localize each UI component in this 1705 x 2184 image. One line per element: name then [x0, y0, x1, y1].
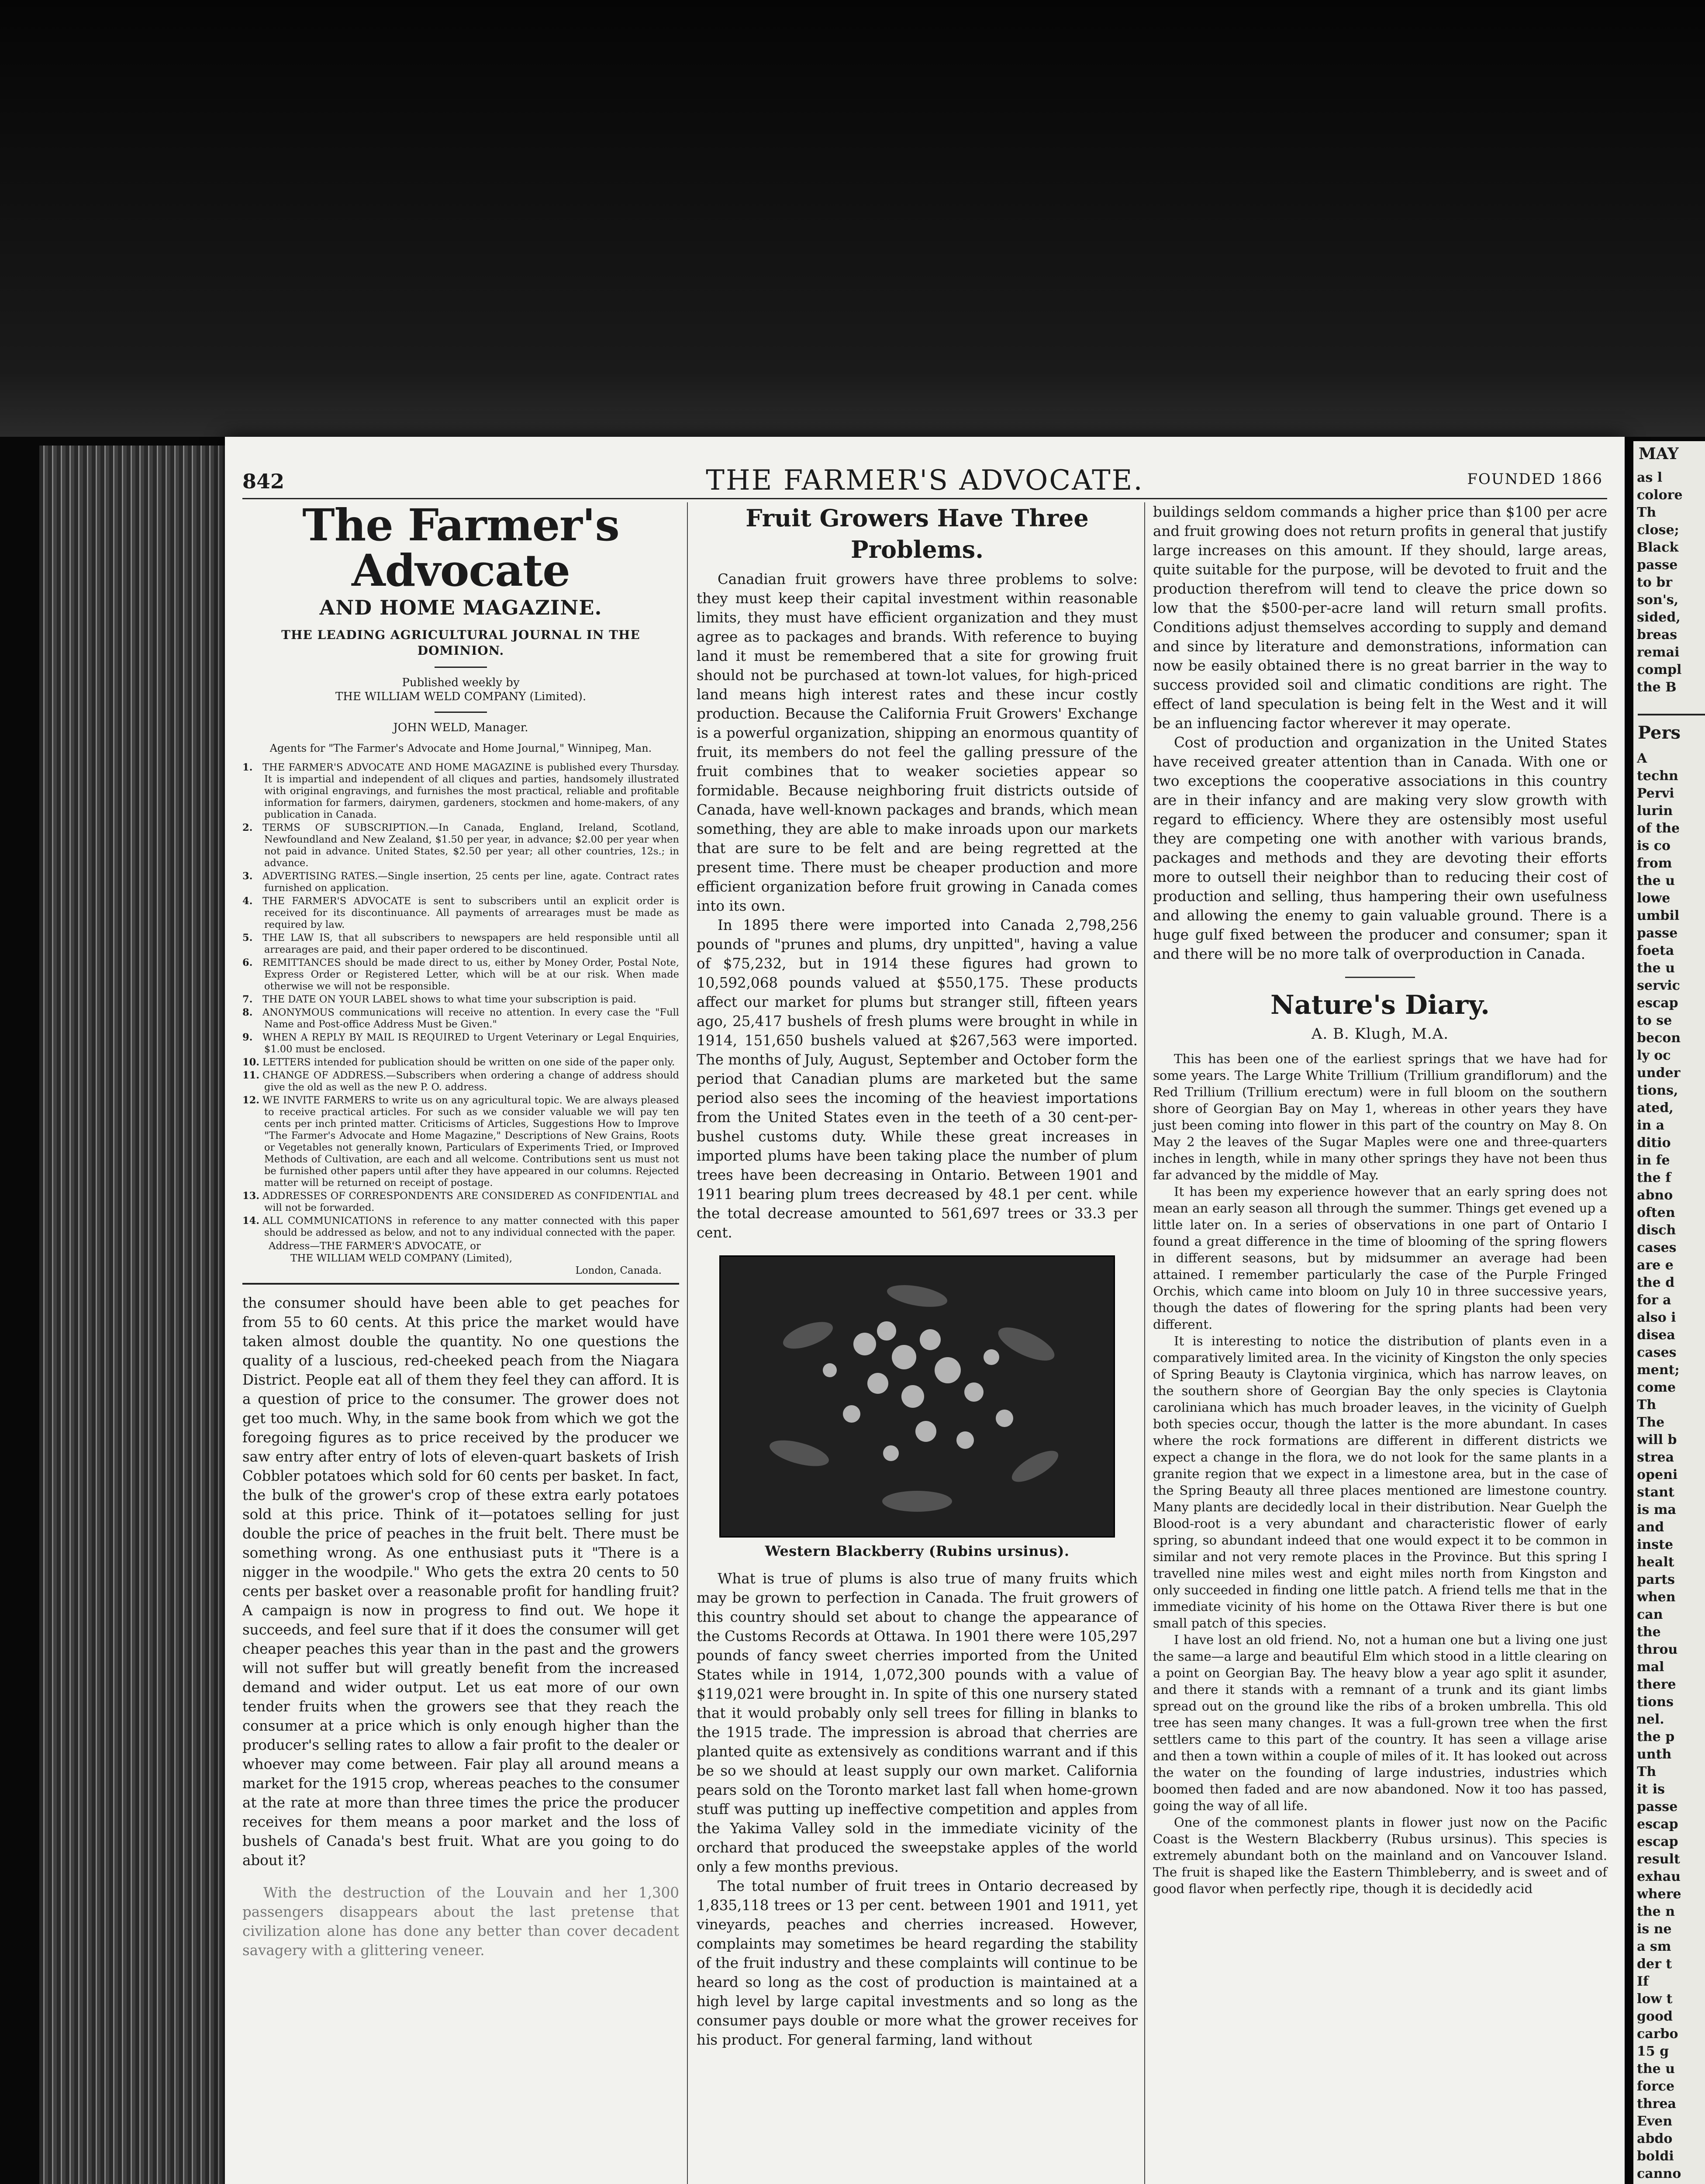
adjacent-page-line: tions, [1637, 1083, 1678, 1098]
adjacent-page-lines-top [1633, 469, 1705, 696]
term-text: ALL COMMUNICATIONS in reference to any matter connected with this paper should be addressed as below, and not to any individual connected with the paper. [262, 1215, 679, 1238]
subscription-term [242, 994, 679, 1006]
publisher-line-2: THE WILLIAM WELD COMPANY (Limited). [335, 690, 587, 703]
editorial-paragraph: the consumer should have been able to get peaches for from 55 to 60 cents. At this price the market would have taken almost double the quantity. No one questions the quality of a luscious, red-cheeked peach from the Niagara District. People eat all of them they feel they can afford. It is a question of price to the consumer. The grower does not get too much. Why, in the same book from which we got the foregoing figures as to price received by the producer we saw entry after entry of lots of eleven-quart baskets of Irish Cobbler potatoes which sold for 60 cents per basket. In fact, the bulk of the grower's crop of these extra early potatoes sold at this price. Think of it—potatoes selling for just double the price of peaches in the fruit belt. There must be something wrong. As one enthusiast puts it "There is a nigger in the woodpile." Who gets the extra 20 cents to 50 cents per basket over a reasonable profit for handling fruit? A campaign is now in progress to find out. We hope it succeeds, and feel sure that if it does the consumer will get cheaper peaches this year than in the past and the growers will not suffer but will greatly benefit from the increased demand and wider output. Let us eat more of our own tender fruits when the growers see that they reach the consumer at a price which is only enough higher than the producer's selling rates to allow a fair profit to the dealer or whoever may come between. Fair play all around means a market for the 1915 crop, whereas peaches to the consumer at the rate at more than three times the price the producer receives for them means a poor market and the loss of bushels of Canada's best fruit. What are you going to do about it? [242, 1295, 679, 1869]
manager-line: JOHN WELD, Manager. [393, 721, 528, 734]
adjacent-page-line: low t [1637, 1991, 1673, 2007]
adjacent-page-line: Th [1637, 505, 1657, 520]
adjacent-page-line: exhau [1637, 1869, 1681, 1884]
publisher-line-1: Published weekly by [402, 676, 520, 689]
adjacent-page-line: the n [1637, 1904, 1675, 1919]
adjacent-page-line: cases [1637, 1240, 1677, 1255]
diary-paragraph: I have lost an old friend. No, not a human one but a living one just the same—a large and beautiful Elm which stood in a little clearing on a point on Georgian Bay. The heavy blow a year ago split it asunder, and there it stands with a remnant of a trunk and its giant limbs spread out on the ground like the ribs of a broken umbrella. This old tree has seen many changes. It was a full-grown tree when the first settlers came to this part of the country. It has seen a village arise and then a town within a couple of miles of it. It has looked out across the water on the founding of large industries, industries which boomed then faded and are now abandoned. Now it too has passed, going the way of all life. [1153, 1632, 1607, 1813]
term-text: TERMS OF SUBSCRIPTION.—In Canada, England, Ireland, Scotland, Newfoundland and New Zealand, $1.50 per year, in advance; $2.00 per year when not paid in advance. United States, $2.50 per year; all other countries, 12s.; in advance. [262, 822, 679, 869]
adjacent-page-line: umbil [1637, 908, 1680, 923]
term-text: WHEN A REPLY BY MAIL IS REQUIRED to Urgent Veterinary or Legal Enquiries, $1.00 must be enclosed. [262, 1032, 679, 1055]
term-text: LETTERS intended for publication should be written on one side of the paper only. [262, 1057, 675, 1068]
divider [1345, 977, 1415, 978]
term-number: 2. [242, 822, 253, 833]
adjacent-page-line: Even [1637, 2114, 1673, 2129]
masthead-bottom-rule [242, 1283, 679, 1285]
founded-year: FOUNDED 1866 [1467, 470, 1603, 488]
adjacent-page-line: a sm [1637, 1939, 1671, 1954]
adjacent-page-line: ated, [1637, 1100, 1674, 1116]
adjacent-page-line: there [1637, 1677, 1676, 1692]
diary-paragraph: This has been one of the earliest springs that we have had for some years. The Large White Trillium (Trillium grandiflorum) and the Red Trillium (Trillium erectum) were in full bloom on the southern shore of Georgian Bay on May 1, whereas in other years they have just been coming into flower in this part of the country on May 8. On May 2 the leaves of the Sugar Maples were one and three-quarters inches in length, while in many other springs they have not been thus far advanced by the middle of May. [1153, 1051, 1607, 1182]
column-divider [687, 502, 688, 2184]
term-text: WE INVITE FARMERS to write us on any agricultural topic. We are always pleased to receive practical articles. For such as we consider valuable we will pay ten cents per inch printed matter. Criticisms of Articles, Suggestions How to Improve "The Farmer's Advocate and Home Magazine," Descriptions of New Grains, Roots or Vegetables not generally known, Particulars of Experiments Tried, or Improved Methods of Cultivation, are each and all welcome. Contributions sent us must not be furnished other papers until after they have appeared in our columns. Rejected matter will be returned on receipt of postage. [262, 1095, 679, 1189]
adjacent-page-line: for a [1637, 1292, 1671, 1308]
masthead-tagline: THE LEADING AGRICULTURAL JOURNAL IN THE DOMINION. [281, 628, 640, 658]
adjacent-page-line: inste [1637, 1537, 1674, 1552]
adjacent-page-line: passe [1637, 1799, 1678, 1814]
adjacent-page-line: will b [1637, 1432, 1677, 1448]
adjacent-page-line: son's, [1637, 592, 1679, 608]
adjacent-page-line: unth [1637, 1747, 1672, 1762]
adjacent-page-line: result [1637, 1852, 1680, 1867]
adjacent-page-line: breas [1637, 627, 1677, 643]
masthead-subtitle: AND HOME MAGAZINE. [319, 596, 602, 619]
adjacent-page-line: to br [1637, 575, 1673, 590]
adjacent-page-line: the B [1637, 680, 1677, 695]
adjacent-page-line: threa [1637, 2096, 1676, 2111]
adjacent-page-line: foeta [1637, 943, 1674, 958]
adjacent-page-line: as l [1637, 470, 1663, 485]
adjacent-page-line: If [1637, 1974, 1649, 1989]
adjacent-page-line: are e [1637, 1258, 1674, 1273]
adjacent-page-line: in fe [1637, 1153, 1670, 1168]
paper-name: THE FARMER'S ADVOCATE. [706, 464, 1144, 497]
agents-line: Agents for "The Farmer's Advocate and Home Journal," Winnipeg, Man. [269, 742, 652, 754]
subscription-terms-list [242, 762, 679, 1239]
term-number: 1. [242, 762, 253, 773]
adjacent-page-fragment [1633, 441, 1705, 2184]
subscription-term [242, 822, 679, 869]
adjacent-page-line: The [1637, 1415, 1665, 1430]
adjacent-page-line: sided, [1637, 610, 1681, 625]
adjacent-page-line: often [1637, 1205, 1675, 1220]
adjacent-page-line: der t [1637, 1956, 1672, 1972]
adjacent-page-header: MAY [1639, 445, 1679, 463]
adjacent-page-line: ly oc [1637, 1048, 1671, 1063]
adjacent-page-line: tions [1637, 1694, 1674, 1710]
diary-paragraph: It is interesting to notice the distribution of plants even in a comparatively limited area. In the vicinity of Kingston the only species of Spring Beauty is Claytonia virginica, which has narrow leaves, on the southern shore of Georgian Bay the only species is Claytonia caroliniana which has much broader leaves, in the vicinity of Guelph both species occur, though the latter is the more abundant. In cases where the rock formations are different in different districts we expect a change in the flora, we do not look for the same plants in a granite region that we expect in a limestone area, but in the case of the Spring Beauty all three places mentioned are limestone country. Many plants are decidedly local in their distribution. Near Guelph the Blood-root is a very abundant and characteristic flower of early spring, so abundant indeed that one would expect it to be common in similar and not very remote places in the Province. But this spring I travelled nine miles west and eight miles north from Kingston and only succeeded in finding one little patch. A friend tells me that in the immediate vicinity of his home on the Ottawa River there is but one small patch of this species. [1153, 1334, 1607, 1631]
adjacent-page-line: the u [1637, 873, 1675, 888]
term-number: 12. [242, 1095, 260, 1106]
term-number: 7. [242, 994, 253, 1005]
running-header [242, 461, 1607, 496]
term-number: 3. [242, 871, 253, 882]
adjacent-page-line: A [1637, 751, 1647, 766]
adjacent-page-line: escap [1637, 995, 1678, 1011]
address-line-3: London, Canada. [575, 1265, 662, 1276]
term-number: 8. [242, 1007, 253, 1018]
adjacent-page-line: parts [1637, 1572, 1675, 1587]
adjacent-page-line: come [1637, 1380, 1676, 1395]
article-paragraph: Canadian fruit growers have three problems to solve: they must keep their capital investment within reasonable limits, they must have efficient organization and they must agree as to packages and brands. With reference to buying land it must be remembered that a site for growing fruit should not be purchased at town-lot values, for high-priced land means high interest rates and these incur costly production. Because the California Fruit Growers' Exchange is a powerful organization, shipping an enormous quantity of fruit, its members do not feel the galling pressure of the fruit combines that to weaker societies appear so formidable. Because neighboring fruit districts outside of Canada, have well-known packages and brands, which mean something, they are able to make inroads upon our markets that are sure to be felt and are being regretted at the present time. There must be cheaper production and more efficient organization before fruit growing in Canada comes into its own. [697, 571, 1138, 914]
subscription-term [242, 1057, 679, 1068]
subscription-term [242, 1007, 679, 1030]
term-number: 9. [242, 1032, 253, 1043]
adjacent-page-line: disea [1637, 1327, 1675, 1343]
divider [435, 712, 487, 713]
adjacent-page-line: the u [1637, 2061, 1675, 2077]
subscription-term [242, 932, 679, 956]
column-2 [697, 502, 1138, 2049]
diary-paragraph: It has been my experience however that an early spring does not mean an early season all through the summer. Things get evened up a little later on. In a series of observations in one part of Ontario I found a great difference in the time of blooming of the spring flowers in different seasons, but by midsummer an average had been attained. I remember particularly the case of the Purple Fringed Orchis, which came into bloom on July 10 in three successive years, though the dates of flowering for the spring plants had been very different. [1153, 1184, 1607, 1332]
adjacent-page-line: passe [1637, 926, 1678, 941]
article-paragraph: In 1895 there were imported into Canada 2,798,256 pounds of "prunes and plums, dry unpitted", having a value of $75,232, but in 1914 these figures had grown to 10,592,068 pounds valued at $550,175. These products affect our market for plums but stranger still, fifteen years ago, 25,417 bushels of fresh plums were brought in while in 1914, 151,650 bushels valued at $267,563 were imported. The months of July, August, September and October form the period that Canadian plums are marketed but the same period also sees the incoming of the heaviest importations from the United States even in the teeth of a 30 cent-per-bushel customs duty. While these great increases in imported plums have been taking place the number of plum trees have been decreasing in Ontario. Between 1901 and 1911 bearing plum trees decreased by 48.1 per cent. while the total decrease amounted to 561,697 trees or 33.3 per cent. [697, 917, 1138, 1241]
masthead-title: The Farmer's Advocate [302, 499, 619, 596]
adjacent-page-line: Pervi [1637, 786, 1674, 801]
scanner-background [0, 0, 1705, 437]
adjacent-page-line: stant [1637, 1485, 1674, 1500]
adjacent-page-line: strea [1637, 1450, 1674, 1465]
adjacent-page-line: also i [1637, 1310, 1676, 1325]
adjacent-page-line: nel. [1637, 1712, 1664, 1727]
subscription-term [242, 1190, 679, 1214]
adjacent-page-line: the d [1637, 1275, 1675, 1290]
blackberry-illustration [721, 1257, 1114, 1536]
article-headline: Fruit Growers Have Three Problems. [746, 504, 1089, 563]
adjacent-page-line: servic [1637, 978, 1680, 993]
subscription-term [242, 871, 679, 894]
adjacent-page-line: Black [1637, 540, 1679, 555]
term-text: ADVERTISING RATES.—Single insertion, 25 cents per line, agate. Contract rates furnished on application. [262, 871, 679, 894]
adjacent-page-line: is ne [1637, 1921, 1672, 1937]
adjacent-page-line: becon [1637, 1030, 1681, 1046]
adjacent-page-line: mal [1637, 1659, 1664, 1675]
adjacent-page-line: of the [1637, 821, 1680, 836]
author-byline: A. B. Klugh, M.A. [1311, 1025, 1449, 1043]
column-1 [242, 499, 679, 1960]
address-line-2: THE WILLIAM WELD COMPANY (Limited), [290, 1253, 513, 1264]
term-number: 6. [242, 957, 253, 968]
page-number: 842 [242, 470, 285, 493]
adjacent-page-line: from [1637, 856, 1672, 871]
term-text: THE FARMER'S ADVOCATE AND HOME MAGAZINE is published every Thursday. It is impartial and independent of all cliques and parties, handsomely illustrated with original engravings, and furnishes the most practical, reliable and profitable information for farmers, dairymen, gardeners, stockmen and home-makers, of any publication in Canada. [262, 762, 679, 820]
newspaper-page [225, 437, 1625, 2184]
adjacent-page-section-head: Pers [1638, 714, 1705, 743]
adjacent-page-line: in a [1637, 1118, 1665, 1133]
adjacent-page-line: where [1637, 1887, 1681, 1902]
term-text: THE FARMER'S ADVOCATE is sent to subscribers until an explicit order is received for its discontinuance. All payments of arrearages must be made as required by law. [262, 895, 679, 930]
term-number: 5. [242, 932, 253, 943]
adjacent-page-lines-bottom [1633, 750, 1705, 2184]
subscription-term [242, 895, 679, 931]
adjacent-page-line: ment; [1637, 1362, 1680, 1378]
adjacent-page-line: carbo [1637, 2026, 1678, 2042]
adjacent-page-line: good [1637, 2009, 1673, 2024]
subscription-term [242, 1070, 679, 1093]
adjacent-page-line: lowe [1637, 891, 1670, 906]
subscription-term [242, 957, 679, 992]
term-number: 13. [242, 1190, 260, 1202]
adjacent-page-line: canno [1637, 2166, 1681, 2181]
term-number: 10. [242, 1057, 260, 1068]
term-text: THE LAW IS, that all subscribers to newspapers are held responsible until all arrearages are paid, and their paper ordered to be discontinued. [262, 932, 679, 955]
editorial-paragraph: With the destruction of the Louvain and her 1,300 passengers disappears about the last pretense that civilization alone has done any better than cover decadent savagery with a glittering veneer. [242, 1884, 679, 1959]
subscription-term [242, 1095, 679, 1189]
term-text: REMITTANCES should be made direct to us, either by Money Order, Postal Note, Express Order or Registered Letter, which will be at our risk. When made otherwise we will not be responsible. [262, 957, 679, 992]
adjacent-page-line: ditio [1637, 1135, 1671, 1151]
term-text: ANONYMOUS communications will receive no attention. In every case the "Full Name and Post-office Address Must be Given." [262, 1007, 679, 1030]
term-number: 14. [242, 1215, 260, 1227]
article-paragraph: buildings seldom commands a higher price than $100 per acre and fruit growing does not return profits in general that justify large increases on this amount. If they should, large areas, quite suitable for the purpose, will be devoted to fruit and the production therefrom will tend to cleave the price down so low that the $500-per-acre land will return small profits. Conditions adjust themselves according to supply and demand and since by literature and demonstrations, information can now be easily obtained there is no great barrier in the way to success provided soil and climatic conditions are right. The effect of land speculation is being felt in the West and it will be an influencing factor wherever it may operate. [1153, 504, 1607, 732]
divider [435, 667, 487, 668]
adjacent-page-line: is ma [1637, 1502, 1676, 1517]
diary-paragraph: One of the commonest plants in flower just now on the Pacific Coast is the Western Blackberry (Rubus ursinus). This species is extremely abundant both on the mainland and on Vancouver Island. The fruit is shaped like the Eastern Thimbleberry, and is sweet and of good flavor when perfectly ripe, though it is decidedly acid [1153, 1815, 1607, 1896]
adjacent-page-line: healt [1637, 1555, 1674, 1570]
subscription-term [242, 762, 679, 821]
adjacent-page-line: is co [1637, 838, 1671, 854]
adjacent-page-line: disch [1637, 1223, 1676, 1238]
adjacent-page-line: the p [1637, 1729, 1675, 1745]
adjacent-page-line: it is [1637, 1782, 1665, 1797]
term-number: 11. [242, 1070, 260, 1081]
adjacent-page-line: under [1637, 1065, 1681, 1081]
column-divider [1144, 502, 1145, 2184]
article-paragraph: The total number of fruit trees in Ontario decreased by 1,835,118 trees or 13 per cent. between 1901 and 1911, yet vineyards, peaches and cherries increased. However, complaints may sometimes be heard regarding the stability of the fruit industry and these complaints will continue to be heard so long as the cost of production is maintained at a high level by large capital investments and so long as the consumer pays double or more what the grower receives for his product. For general farming, land without [697, 1878, 1138, 2048]
term-text: CHANGE OF ADDRESS.—Subscribers when ordering a change of address should give the old as well as the new P. O. address. [262, 1070, 679, 1093]
adjacent-page-line: compl [1637, 662, 1682, 677]
adjacent-page-line: and [1637, 1520, 1664, 1535]
adjacent-page-line: colore [1637, 487, 1683, 503]
photo-caption: Western Blackberry (Rubins ursinus). [765, 1543, 1070, 1559]
adjacent-page-line: escap [1637, 1834, 1678, 1849]
adjacent-page-line: passe [1637, 557, 1678, 573]
adjacent-page-line: techn [1637, 768, 1678, 784]
adjacent-page-line: abdo [1637, 2131, 1673, 2146]
term-text: ADDRESSES OF CORRESPONDENTS ARE CONSIDERED AS CONFIDENTIAL and will not be forwarded. [262, 1190, 679, 1213]
adjacent-page-line: the [1637, 1624, 1661, 1640]
bound-volume-edge [39, 446, 240, 2184]
column-3 [1153, 502, 1607, 1897]
article-paragraph: What is true of plums is also true of many fruits which may be grown to perfection in Canada. The fruit growers of this country should set about to change the appearance of the Customs Records at Ottawa. In 1901 there were 105,297 pounds of fancy sweet cherries imported from the United States while in 1914, 1,072,300 pounds with a value of $119,021 were brought in. In spite of this one nursery stated that it would probably only sell trees for filling in blanks to the 1915 trade. The impression is abroad that cherries are planted quite as extensively as conditions warrant and if this be so we should at least supply our own market. California pears sold on the Toronto market last fall when home-grown stuff was putting up ineffective competition and apples from the Yakima Valley sold in the immediate vicinity of the orchard that produced the sweepstake apples of the world only a few months previous. [697, 1570, 1138, 1875]
adjacent-page-line: Th [1637, 1397, 1657, 1413]
adjacent-page-line: force [1637, 2079, 1675, 2094]
adjacent-page-line: close; [1637, 522, 1679, 538]
adjacent-page-line: boldi [1637, 2149, 1674, 2164]
adjacent-page-line: Th [1637, 1764, 1657, 1780]
adjacent-page-line: remai [1637, 645, 1680, 660]
address-line-1: Address—THE FARMER'S ADVOCATE, or [269, 1241, 481, 1252]
term-text: THE DATE ON YOUR LABEL shows to what time your subscription is paid. [262, 994, 636, 1005]
adjacent-page-line: the u [1637, 961, 1675, 976]
subscription-term [242, 1032, 679, 1055]
adjacent-page-line: 15 g [1637, 2044, 1669, 2059]
adjacent-page-line: abno [1637, 1188, 1673, 1203]
masthead [242, 499, 679, 1277]
adjacent-page-line: lurin [1637, 803, 1673, 819]
term-number: 4. [242, 895, 253, 907]
blackberry-photo [719, 1255, 1115, 1538]
article-paragraph: Cost of production and organization in the United States have received greater attention than in Canada. With one or two exceptions the cooperative associations in this country are in their infancy and are making very slow growth with regard to efficiency. Where they are ostensibly most useful they are competing one with another with various brands, packages and methods and they are devoting their efforts more to outsell their neighbor than to reducing their cost of production and selling, thus hampering their own usefulness and allowing the enemy to gain valuable ground. There is a huge gulf fixed between the producer and consumer; span it and there will be no more talk of overproduction in Canada. [1153, 734, 1607, 962]
subscription-term [242, 1215, 679, 1239]
adjacent-page-line: cases [1637, 1345, 1677, 1360]
adjacent-page-line: the f [1637, 1170, 1671, 1185]
adjacent-page-line: escap [1637, 1817, 1678, 1832]
adjacent-page-line: can [1637, 1607, 1663, 1622]
adjacent-page-line: to se [1637, 1013, 1672, 1028]
natures-diary-headline: Nature's Diary. [1270, 990, 1490, 1020]
adjacent-page-line: throu [1637, 1642, 1678, 1657]
adjacent-page-line: when [1637, 1590, 1676, 1605]
adjacent-page-line: openi [1637, 1467, 1678, 1482]
